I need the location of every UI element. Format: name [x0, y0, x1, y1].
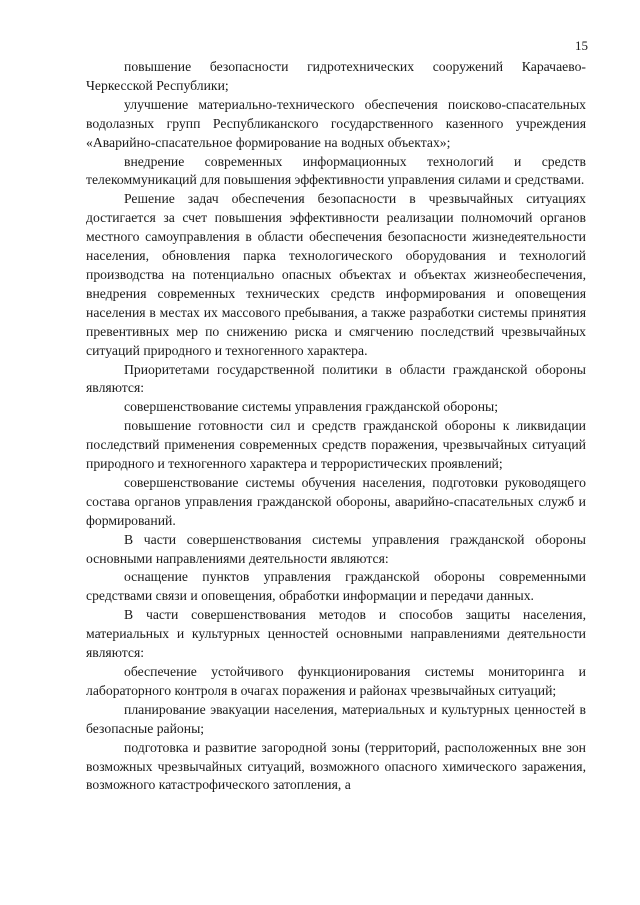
paragraph: оснащение пунктов управления гражданской обороны современными средствами связи и оповещения, обработки информации и передачи данных.: [86, 569, 586, 604]
paragraph: планирование эвакуации населения, материальных и культурных ценностей в безопасные районы;: [86, 701, 586, 736]
paragraph: подготовка и развитие загородной зоны (территорий, расположенных вне зон возможных чрезвычайных ситуаций, возможного опасного химического заражения, возможного катастрофического затопления, а: [86, 739, 586, 793]
paragraph: Приоритетами государственной политики в области гражданской обороны являются:: [86, 361, 586, 396]
paragraph: В части совершенствования системы управления гражданской обороны основными направлениями деятельности являются:: [86, 531, 586, 566]
paragraph: обеспечение устойчивого функционирования системы мониторинга и лабораторного контроля в очагах поражения и районах чрезвычайных ситуаций;: [86, 664, 586, 698]
paragraph: В части совершенствования методов и способов защиты населения, материальных и культурных ценностей основными направлениями деятельности являются:: [86, 607, 586, 661]
paragraph: повышение готовности сил и средств гражданской обороны к ликвидации последствий применения современных средств поражения, чрезвычайных ситуаций природного и техногенного характера и террористических проявлений;: [86, 418, 586, 472]
paragraph: совершенствование системы управления гражданской обороны;: [124, 399, 499, 415]
paragraph: улучшение материально-технического обеспечения поисково-спасательных водолазных групп Республиканского государственного казенного учреждения «Аварийно-спасательное формирование на водных объектах»;: [86, 96, 586, 150]
paragraph: Решение задач обеспечения безопасности в чрезвычайных ситуациях достигается за счет повышения эффективности реализации полномочий органов местного самоуправления в области обеспечения безопасности жизнедеятельности населения, обновления парка технологического оборудования и технологий производства на потенциально опасных объектах и объектах жизнеобеспечения, внедрения современных технических средств информирования и оповещения населения в местах их массового пребывания, а также разработки системы принятия превентивных мер по снижению риска и смягчению последствий чрезвычайных ситуаций природного и техногенного характера.: [86, 191, 586, 358]
paragraph: повышение безопасности гидротехнических сооружений Карачаево-Черкесской Республики;: [86, 59, 586, 93]
document-body: [86, 58, 586, 795]
paragraph: внедрение современных информационных технологий и средств телекоммуникаций для повышения эффективности управления силами и средствами.: [86, 153, 586, 188]
page-number: 15: [575, 38, 588, 53]
paragraph: совершенствование системы обучения населения, подготовки руководящего состава органов управления гражданской обороны, аварийно-спасательных служб и формирований.: [86, 474, 586, 528]
